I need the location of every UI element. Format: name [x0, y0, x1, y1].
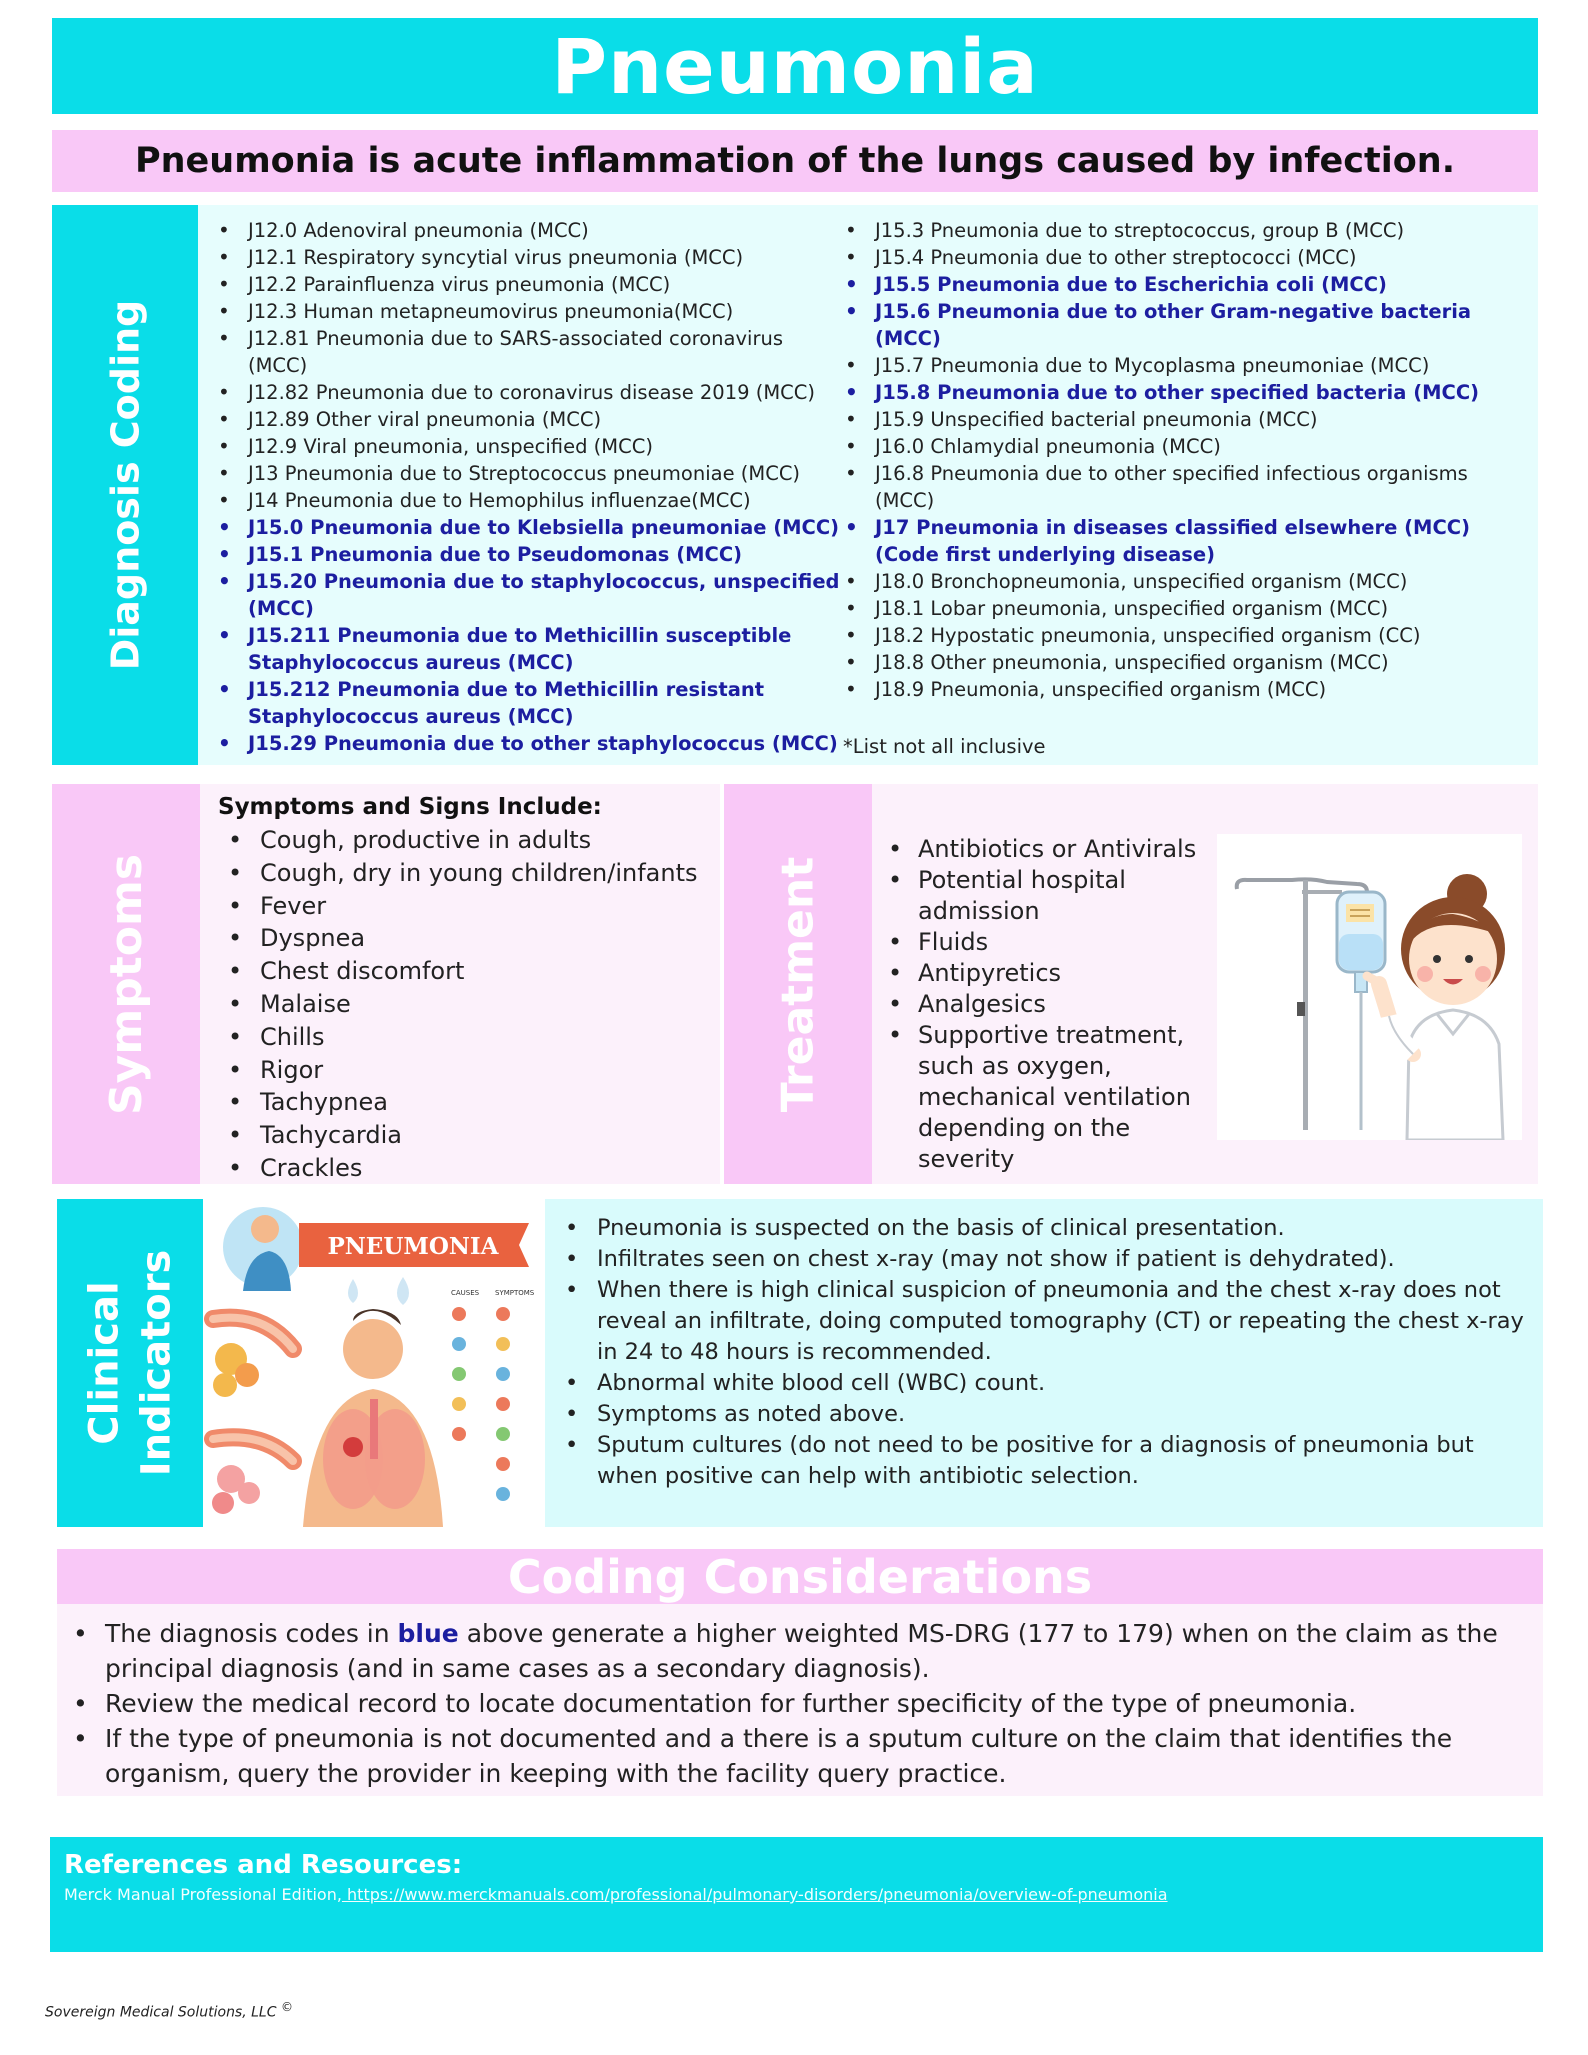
diagnosis-codes-left-column	[216, 217, 846, 757]
diagnosis-code-item: • J12.89 Other viral pneumonia (MCC)	[216, 406, 846, 433]
nurse-iv-drawing	[1217, 834, 1522, 1140]
clinical-indicators-label	[57, 1199, 203, 1527]
diagnosis-code-item: • J18.0 Bronchopneumonia, unspecified organism (MCC)	[843, 568, 1528, 595]
symptoms-heading: Symptoms and Signs Include:	[218, 794, 602, 820]
coding-consideration-item	[65, 1616, 1523, 1686]
nurse-iv-illustration	[1217, 834, 1522, 1140]
diagnosis-code-item: • J12.82 Pneumonia due to coronavirus disease 2019 (MCC)	[216, 379, 846, 406]
symptom-item: • Tachypnea	[218, 1086, 720, 1119]
symptom-item: • Dyspnea	[218, 922, 720, 955]
symptom-item: • Fever	[218, 890, 720, 923]
diagnosis-code-item: • J12.0 Adenoviral pneumonia (MCC)	[216, 217, 846, 244]
treatment-item: • Supportive treatment, such as oxygen, mechanical ventilation depending on the severity	[882, 1020, 1222, 1175]
pneumonia-infographic-drawing	[203, 1199, 545, 1527]
treatment-item: • Antipyretics	[882, 958, 1222, 989]
clinical-indicator-item: • Sputum cultures (do not need to be positive for a diagnosis of pneumonia but when positive can help with antibiotic selection.	[559, 1430, 1533, 1492]
clinical-indicator-item: • When there is high clinical suspicion of pneumonia and the chest x-ray does not reveal an infiltrate, doing computed tomography (CT) or repeating the chest x-ray in 24 to 48 hours is recommended.	[559, 1275, 1533, 1368]
diagnosis-codes-right-list	[843, 217, 1528, 703]
treatment-panel	[872, 784, 1538, 1184]
symptoms-list	[218, 824, 720, 1185]
infographic-title: PNEUMONIA	[327, 1233, 499, 1260]
diagnosis-code-item: • J15.8 Pneumonia due to other specified bacteria (MCC)	[843, 379, 1528, 406]
symptoms-label-text: Symptoms	[100, 853, 152, 1115]
diagnosis-coding-panel	[198, 205, 1538, 765]
diagnosis-code-item: • J15.20 Pneumonia due to staphylococcus, unspecified (MCC)	[216, 568, 846, 622]
symptom-item: • Chills	[218, 1021, 720, 1054]
consideration-1-after: above generate a higher weighted MS-DRG (177 to 179) when on the claim as the principal diagnosis (and in same cases as a secondary diagnosis).	[105, 1619, 1498, 1683]
diagnosis-coding-label	[52, 205, 198, 765]
symptom-item: • Malaise	[218, 988, 720, 1021]
clinical-indicator-item: • Abnormal white blood cell (WBC) count.	[559, 1368, 1533, 1399]
diagnosis-code-item: • J15.1 Pneumonia due to Pseudomonas (MCC)	[216, 541, 846, 568]
clinical-label-line1: Clinical	[81, 1281, 128, 1445]
coding-considerations-title: Coding Considerations	[507, 1549, 1093, 1604]
consideration-1-blue-word: blue	[397, 1619, 459, 1648]
symptom-item: • Chest discomfort	[218, 955, 720, 988]
diagnosis-code-item: • J18.9 Pneumonia, unspecified organism (MCC)	[843, 676, 1528, 703]
infographic-symptoms: SYMPTOMS	[495, 1289, 535, 1297]
page-title: Pneumonia	[551, 21, 1039, 111]
diagnosis-code-item: • J15.29 Pneumonia due to other staphylococcus (MCC)	[216, 730, 846, 757]
symptom-item: • Cough, dry in young children/infants	[218, 857, 720, 890]
diagnosis-code-item: • J15.4 Pneumonia due to other streptococci (MCC)	[843, 244, 1528, 271]
diagnosis-code-item: • J15.7 Pneumonia due to Mycoplasma pneumoniae (MCC)	[843, 352, 1528, 379]
references-panel	[50, 1837, 1543, 1952]
consideration-1-before: The diagnosis codes in	[105, 1619, 398, 1648]
reference-source: Merck Manual Professional Edition,	[64, 1885, 342, 1904]
treatment-label-text: Treatment	[772, 856, 824, 1112]
coding-consideration-item: • Review the medical record to locate documentation for further specificity of the type of pneumonia.	[65, 1686, 1523, 1721]
symptoms-panel	[200, 784, 720, 1184]
clinical-label-line2: Indicators	[133, 1249, 180, 1477]
diagnosis-code-item: • J15.0 Pneumonia due to Klebsiella pneumoniae (MCC)	[216, 514, 846, 541]
clinical-indicator-item: • Infiltrates seen on chest x-ray (may not show if patient is dehydrated).	[559, 1244, 1533, 1275]
diagnosis-code-item: • J17 Pneumonia in diseases classified elsewhere (MCC) (Code first underlying disease)	[843, 514, 1528, 568]
diagnosis-code-item: • J13 Pneumonia due to Streptococcus pneumoniae (MCC)	[216, 460, 846, 487]
symptom-item: • Crackles	[218, 1152, 720, 1185]
diagnosis-code-item: • J15.211 Pneumonia due to Methicillin susceptible Staphylococcus aureus (MCC)	[216, 622, 846, 676]
symptom-item: • Tachycardia	[218, 1119, 720, 1152]
diagnosis-code-item: • J15.5 Pneumonia due to Escherichia coli (MCC)	[843, 271, 1528, 298]
diagnosis-code-item: • J18.1 Lobar pneumonia, unspecified organism (MCC)	[843, 595, 1528, 622]
footer	[45, 2000, 293, 2021]
symptom-item: • Cough, productive in adults	[218, 824, 720, 857]
diagnosis-codes-left-list	[216, 217, 846, 757]
diagnosis-code-item: • J18.8 Other pneumonia, unspecified organism (MCC)	[843, 649, 1528, 676]
footer-company: Sovereign Medical Solutions, LLC	[45, 2004, 277, 2021]
clinical-indicators-list	[559, 1213, 1533, 1492]
symptoms-label	[52, 784, 200, 1184]
diagnosis-coding-label-text: Diagnosis Coding	[103, 299, 148, 671]
diagnosis-code-item: • J15.6 Pneumonia due to other Gram-negative bacteria (MCC)	[843, 298, 1528, 352]
coding-considerations-banner	[57, 1549, 1543, 1604]
diagnosis-code-item: • J15.212 Pneumonia due to Methicillin resistant Staphylococcus aureus (MCC)	[216, 676, 846, 730]
infographic-causes: CAUSES	[451, 1289, 480, 1297]
treatment-item: • Potential hospital admission	[882, 865, 1222, 927]
title-banner	[52, 18, 1538, 114]
diagnosis-code-item: • J15.3 Pneumonia due to streptococcus, group B (MCC)	[843, 217, 1528, 244]
diagnosis-code-item: • J12.9 Viral pneumonia, unspecified (MCC)	[216, 433, 846, 460]
diagnosis-code-item: • J18.2 Hypostatic pneumonia, unspecified organism (CC)	[843, 622, 1528, 649]
diagnosis-codes-right-column	[843, 217, 1528, 760]
reference-entry	[64, 1883, 1543, 1907]
treatment-item: • Analgesics	[882, 989, 1222, 1020]
diagnosis-code-item: • J12.2 Parainfluenza virus pneumonia (MCC)	[216, 271, 846, 298]
diagnosis-code-item: • J16.0 Chlamydial pneumonia (MCC)	[843, 433, 1528, 460]
references-title: References and Resources:	[64, 1850, 463, 1880]
symptom-item: • Rigor	[218, 1054, 720, 1087]
diagnosis-code-item: • J12.1 Respiratory syncytial virus pneumonia (MCC)	[216, 244, 846, 271]
subtitle-banner	[52, 130, 1538, 192]
clinical-indicator-item: • Pneumonia is suspected on the basis of clinical presentation.	[559, 1213, 1533, 1244]
list-not-inclusive-note: *List not all inclusive	[843, 735, 1046, 758]
diagnosis-code-item: • J12.3 Human metapneumovirus pneumonia(MCC)	[216, 298, 846, 325]
copyright-symbol: ©	[280, 2000, 293, 2014]
reference-link[interactable]: https://www.merckmanuals.com/professional/pulmonary-disorders/pneumonia/overview-of-pneumonia	[341, 1885, 1168, 1904]
treatment-list	[882, 834, 1222, 1175]
coding-consideration-item: • If the type of pneumonia is not documented and a there is a sputum culture on the claim that identifies the organism, query the provider in keeping with the facility query practice.	[65, 1721, 1523, 1791]
page-subtitle: Pneumonia is acute inflammation of the lungs caused by infection.	[134, 141, 1455, 181]
diagnosis-code-item: • J12.81 Pneumonia due to SARS-associated coronavirus (MCC)	[216, 325, 846, 379]
diagnosis-code-item: • J15.9 Unspecified bacterial pneumonia (MCC)	[843, 406, 1528, 433]
diagnosis-code-item: • J16.8 Pneumonia due to other specified infectious organisms (MCC)	[843, 460, 1528, 514]
treatment-item: • Fluids	[882, 927, 1222, 958]
diagnosis-code-item: • J14 Pneumonia due to Hemophilus influenzae(MCC)	[216, 487, 846, 514]
treatment-item: • Antibiotics or Antivirals	[882, 834, 1222, 865]
clinical-indicators-label-text	[78, 1250, 182, 1477]
clinical-indicators-panel	[545, 1199, 1543, 1527]
treatment-label	[724, 784, 872, 1184]
pneumonia-infographic	[203, 1199, 545, 1527]
coding-considerations-panel	[57, 1604, 1543, 1796]
coding-considerations-list	[65, 1616, 1523, 1791]
clinical-indicator-item: • Symptoms as noted above.	[559, 1399, 1533, 1430]
